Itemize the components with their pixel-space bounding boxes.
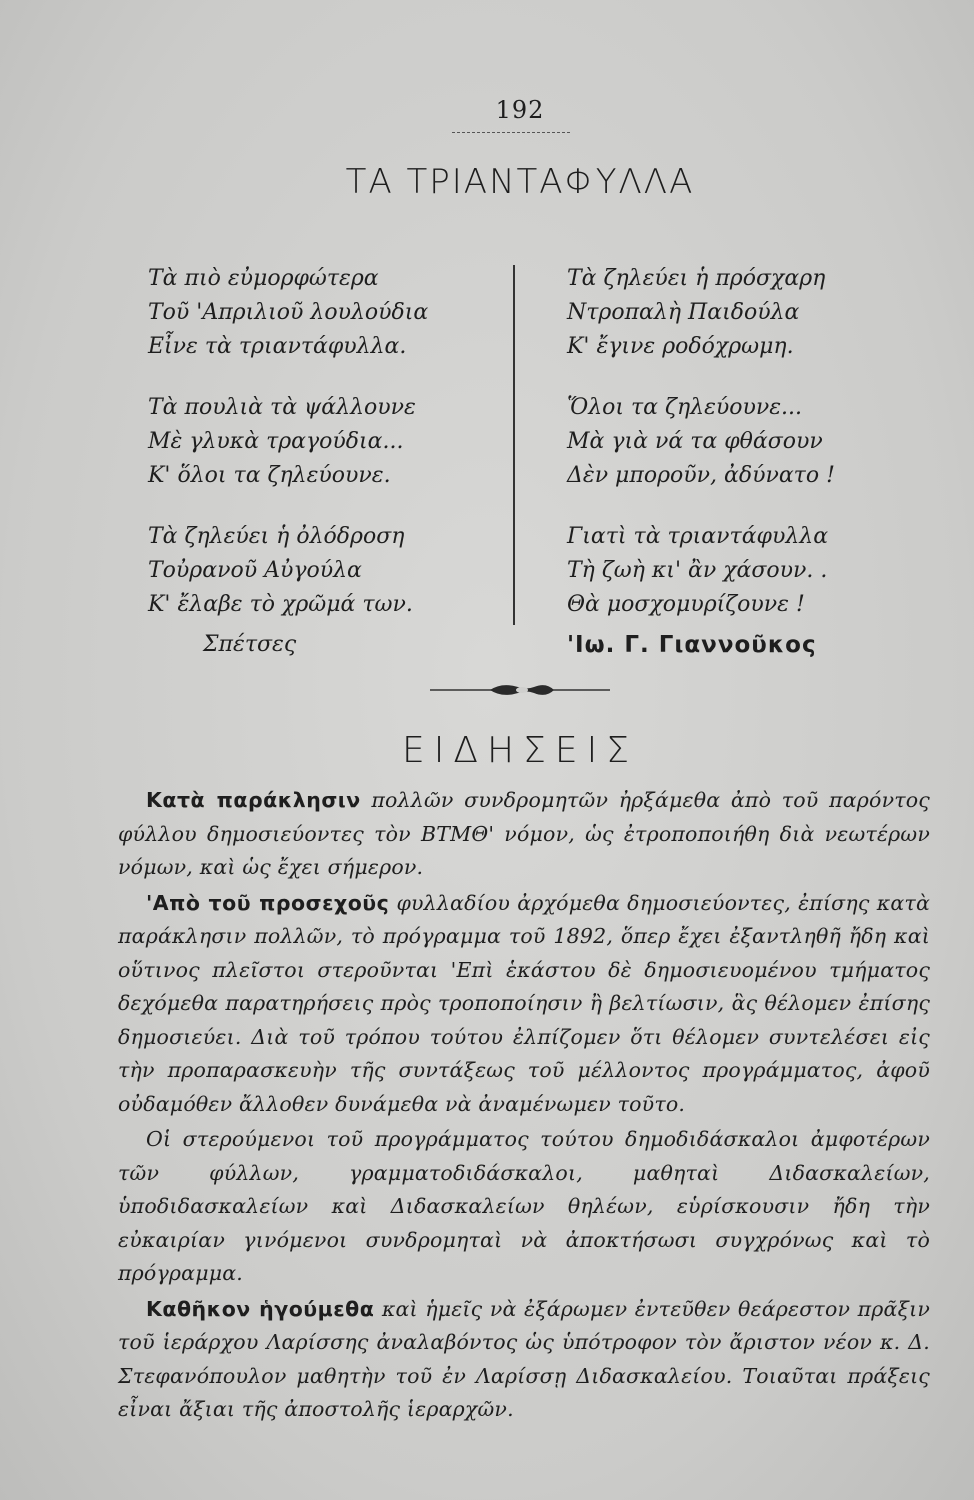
news-paragraph-lead: Κατὰ παράκλησιν xyxy=(146,788,361,812)
poem-stanza xyxy=(567,262,897,364)
poem-stanza xyxy=(148,391,498,493)
poem-line: Ὅλοι τα ζηλεύουνε... xyxy=(567,395,803,420)
poem-title: ΤΑ ΤΡΙΑΝΤΑΦΥΛΛΑ xyxy=(345,162,695,202)
poem-stanza xyxy=(567,520,897,622)
poem-line: Κ' ὅλοι τα ζηλεύουνε. xyxy=(148,463,391,488)
poem-author: 'Ιω. Γ. Γιαννοῦκος xyxy=(567,632,817,658)
poem-line: Μὲ γλυκὰ τραγούδια... xyxy=(148,429,404,454)
poem-line: Τὰ πουλιὰ τὰ ψάλλουνε xyxy=(148,395,416,420)
poem-line: Κ' ἔλαβε τὸ χρῶμά των. xyxy=(148,592,413,617)
poem-place: Σπέτσες xyxy=(203,632,297,657)
poem-line: Εἶνε τὰ τριαντάφυλλα. xyxy=(148,334,407,359)
poem-line: Τὰ ζηλεύει ἡ ὀλόδροση xyxy=(148,524,405,549)
poem-left-column xyxy=(148,262,498,649)
news-paragraph-lead: Καθῆκον ἡγούμεθα xyxy=(146,1296,375,1321)
poem-line: Τὰ πιὸ εὐμορφώτερα xyxy=(148,266,379,291)
poem-line: Μὰ γιὰ νά τα φθάσουν xyxy=(567,429,823,454)
poem-line: Τοὐρανοῦ Αὐγούλα xyxy=(148,558,362,583)
poem-line: Γιατὶ τὰ τριαντάφυλλα xyxy=(567,524,829,549)
poem-stanza xyxy=(567,391,897,493)
poem-line: Τοῦ 'Απριλιοῦ λουλούδια xyxy=(148,300,429,325)
ornament-divider-icon xyxy=(430,681,610,699)
news-paragraph xyxy=(118,887,930,1122)
news-section-title: ΕΙΔΗΣΕΙΣ xyxy=(402,730,638,771)
news-paragraph-text: φυλλαδίου ἀρχόμεθα δημοσιεύοντες, ἐπίσης κατὰ παράκλησιν πολλῶν, τὸ πρόγραμμα τοῦ 1892, ὅπερ ἔχει ἐξαντληθῆ ἤδη καὶ οὕτινος πλεῖστοι στεροῦνται 'Επὶ ἑκάστου δὲ δημοσιευομένου τμήματος δεχόμεθα παρατηρήσεις πρὸς τροποποίησιν ἢ βελτίωσιν, ἃς θέλομεν ἐπίσης δημοσιεύει. Διὰ τοῦ τρόπου τούτου ἐλπίζομεν ὅτι θέλομεν συντελέσει εἰς τὴν προπαρασκευὴν τῆς συντάξεως τοῦ μέλλοντος προγράμματος, ἀφοῦ οὐδαμόθεν ἄλλοθεν δυνάμεθα νὰ ἀναμένωμεν τοῦτο. xyxy=(118,890,930,1116)
news-paragraph-lead: 'Απὸ τοῦ προσεχοῦς xyxy=(146,890,390,915)
news-paragraph xyxy=(118,1123,930,1291)
poem-line: Δὲν μποροῦν, ἀδύνατο ! xyxy=(567,463,835,488)
page-number: 192 xyxy=(495,96,545,124)
page-number-rule xyxy=(452,132,570,133)
poem-line: Κ' ἔγινε ροδόχρωμη. xyxy=(567,334,794,359)
poem-line: Τὴ ζωὴ κι' ἂν χάσουν. . xyxy=(567,558,828,583)
news-paragraph xyxy=(118,1293,930,1427)
news-body xyxy=(118,784,930,1427)
poem-stanza xyxy=(148,262,498,364)
news-paragraph-text: καὶ ἡμεῖς νὰ ἐξάρωμεν ἐντεῦθεν θεάρεστον πρᾶξιν τοῦ ἱεράρχου Λαρίσσης ἀναλαβόντος ὡς ὑπότροφον τὸν ἄριστον νέον κ. Δ. Στεφανόπουλον μαθητὴν τοῦ ἐν Λαρίσσῃ Διδασκαλείου. Τοιαῦται πράξεις εἶναι ἄξιαι τῆς ἀποστολῆς ἱεραρχῶν. xyxy=(118,1296,930,1421)
news-paragraph xyxy=(118,784,930,885)
poem-line: Ντροπαλὴ Παιδούλα xyxy=(567,300,800,325)
column-divider xyxy=(513,265,515,625)
news-paragraph-text: Οἱ στερούμενοι τοῦ προγράμματος τούτου δημοδιδάσκαλοι ἀμφοτέρων τῶν φύλλων, γραμματοδιδάσκαλοι, μαθηταὶ Διδασκαλείων, ὑποδιδασκαλείων καὶ Διδασκαλείων θηλέων, εὑρίσκουσιν ἤδη τὴν εὐκαιρίαν γινόμενοι συνδρομηταὶ νὰ ἀποκτήσωσι συγχρόνως καὶ τὸ πρόγραμμα. xyxy=(118,1127,930,1285)
news-paragraph-text: πολλῶν συνδρομητῶν ἠρξάμεθα ἀπὸ τοῦ παρόντος φύλλου δημοσιεύοντες τὸν ΒΤΜΘ' νόμον, ὡς ἐτροποποιήθη διὰ νεωτέρων νόμων, καὶ ὡς ἔχει σήμερον. xyxy=(118,788,930,879)
poem-line: Θὰ μοσχομυρίζουνε ! xyxy=(567,592,805,617)
poem-stanza xyxy=(148,520,498,622)
poem-right-column xyxy=(567,262,897,649)
poem-line: Τὰ ζηλεύει ἡ πρόσχαρη xyxy=(567,266,826,291)
